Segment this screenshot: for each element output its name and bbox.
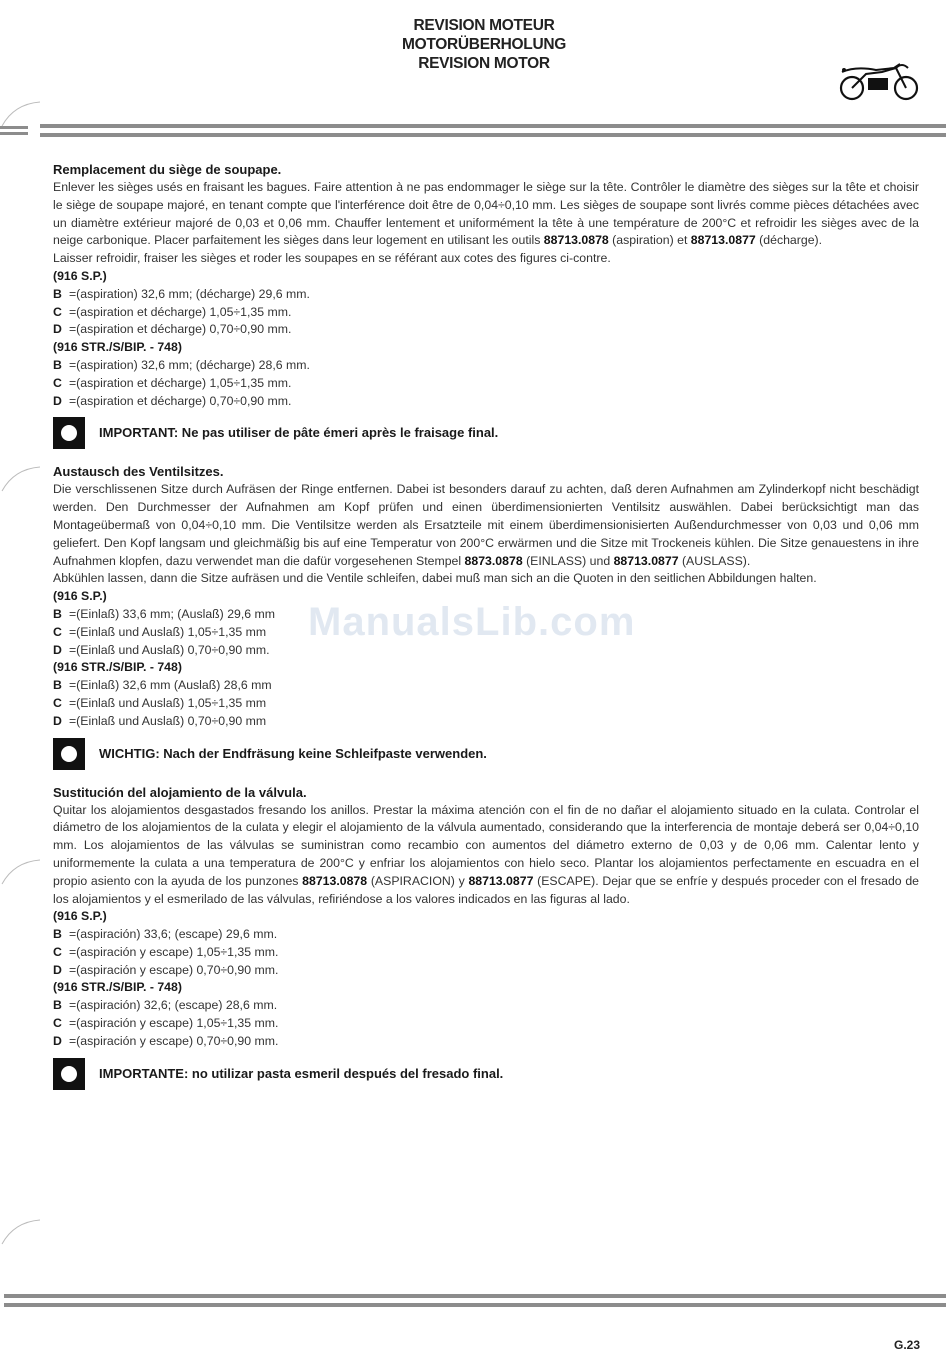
title-spanish: REVISION MOTOR — [418, 55, 550, 72]
bottom-double-rule — [4, 1294, 946, 1310]
spec-line: C =(aspiración y escape) 1,05÷1,35 mm. — [53, 1016, 279, 1031]
note-text: IMPORTANT: Ne pas utiliser de pâte émeri après le fraisage final. — [99, 425, 499, 441]
spec-line: D =(Einlaß und Auslaß) 0,70÷0,90 mm — [53, 713, 267, 728]
section-spanish — [53, 783, 919, 1093]
spec-line: B =(aspiración) 33,6; (escape) 29,6 mm. — [53, 927, 278, 942]
model-label: (916 STR./S/BIP. - 748) — [53, 980, 182, 995]
title-german: MOTORÜBERHOLUNG — [402, 36, 566, 53]
important-note — [53, 735, 919, 773]
tool-code: 8873.0878 — [464, 553, 523, 568]
tool-code: 88713.0878 — [543, 233, 609, 248]
spec-line: B =(Einlaß) 32,6 mm (Auslaß) 28,6 mm — [53, 678, 272, 693]
spec-line: B =(aspiration) 32,6 mm; (décharge) 28,6 mm. — [53, 357, 310, 372]
title-french: REVISION MOTEUR — [413, 17, 555, 34]
paragraph: Laisser refroidir, fraiser les sièges et roder les soupapes en se référant aux cotes des figures ci-contre. — [53, 251, 611, 266]
spec-line: C =(aspiration et décharge) 1,05÷1,35 mm. — [53, 375, 292, 390]
section-title: Remplacement du siège de soupape. — [53, 162, 282, 177]
model-label: (916 STR./S/BIP. - 748) — [53, 660, 182, 675]
spec-line: D =(aspiration et décharge) 0,70÷0,90 mm. — [53, 322, 292, 337]
paragraph: Abkühlen lassen, dann die Sitze aufräsen und die Ventile schleifen, dabei muß man sich an die Quoten in den seitlichen Abbildungen halten. — [53, 571, 817, 586]
rule-line — [40, 124, 946, 128]
paragraph: Quitar los alojamientos desgastados fresando los anillos. Prestar la máxima atención con el fin de no dañar el alojamiento situado en la culata. Controlar el diámetro de los alojamientos de la culata y elegir el alojamiento de la válvula aumentado, considerando que la interferencia de montaje deberá ser 0,04÷0,10 mm. Los alojamientos de las válvulas se suministran como recambio con aumentos del diámetro externo de 0,03 y de 0,06 mm. Calentar lento y uniformemente la culata a una temperatura de 200°C y enfriar los alojamientos con hielo seco. Plantar los alojamientos perfectamente en escuadra en el propio asiento con la ayuda de los punzones 88713.0878 (ASPIRACION) y 88713.0877 (ESCAPE). Dejar que se enfríe y después proceder con el fresado de los alojamientos y el esmerilado de las válvulas, refiriéndose a los valores indicados en las figuras al lado. — [53, 802, 920, 906]
important-note — [53, 1055, 919, 1093]
section-french — [53, 160, 919, 452]
page-number: G.23 — [893, 1338, 920, 1352]
warning-icon — [53, 417, 85, 449]
watermark: ManualsLib.com — [308, 600, 636, 644]
spec-line: C =(Einlaß und Auslaß) 1,05÷1,35 mm — [53, 695, 267, 710]
main-content — [53, 160, 919, 1093]
spec-line: B =(aspiración) 32,6; (escape) 28,6 mm. — [53, 998, 278, 1013]
spec-line: D =(aspiration et décharge) 0,70÷0,90 mm. — [53, 393, 292, 408]
binding-mark-icon — [0, 858, 44, 886]
rule-line — [4, 1303, 946, 1307]
paragraph: Die verschlissenen Sitze durch Aufräsen der Ringe entfernen. Dabei ist besonders darauf zu achten, daß deren Aufnahmen am Zylinderkopf nicht beschädigt werden. Den Durchmesser der Aufnahmen am Kopf prüfen und einen überdimensionierten Ventilsitz auswählen. Dabei berücksichtigt man das Montageübermaß von 0,04÷0,10 mm. Die Ventilsitze werden als Ersatzteile mit einem überdimensionisierten Außendurchmesser von 0,03 und 0,06 mm geliefert. Den Kopf langsam und gleichmäßig bis auf eine Temperatur von 200°C erwärmen und die Sitze mit Trockeneis kühlen. Die Sitze genauestens in ihre Aufnahmen klopfen, dazu verwendet man die dafür vorgesehenen Stempel 8873.0878 (EINLASS) und 88713.0877 (AUSLASS). — [53, 482, 919, 568]
section-title: Austausch des Ventilsitzes. — [53, 464, 224, 480]
spec-line: D =(aspiración y escape) 0,70÷0,90 mm. — [53, 962, 279, 977]
binding-mark-icon — [0, 465, 44, 493]
model-label: (916 S.P.) — [53, 268, 107, 283]
important-note — [53, 414, 919, 452]
paragraph: Enlever les sièges usés en fraisant les bagues. Faire attention à ne pas endommager le siège sur la tête. Contrôler le diamètre des sièges sur la tête et choisir le siège de soupape majoré, en tenant compte que l'interférence doit être de 0,04÷0,10 mm. Les sièges de soupape sont livrés comme pièces détachées avec un diamètre extérieur majoré de 0,03 et 0,06 mm. Chauffer lentement et uniformément la tête à une température de 200°C et refroidir les sièges avec de la neige carbonique. Placer parfaitement les sièges dans leur logement en utilisant les outils 88713.0878 (aspiration) et 88713.0877 (décharge). — [53, 180, 919, 248]
warning-icon — [53, 738, 85, 770]
binding-mark-icon — [0, 1218, 44, 1246]
spec-line: D =(aspiración y escape) 0,70÷0,90 mm. — [53, 1033, 279, 1048]
spec-line: C =(aspiración y escape) 1,05÷1,35 mm. — [53, 944, 279, 959]
warning-icon — [53, 1058, 85, 1090]
spec-line: B =(aspiration) 32,6 mm; (décharge) 29,6 mm. — [53, 286, 310, 301]
model-label: (916 S.P.) — [53, 909, 107, 924]
tool-code: 88713.0877 — [468, 873, 534, 888]
tool-code: 88713.0877 — [613, 553, 679, 568]
section-title: Sustitución del alojamiento de la válvula. — [53, 784, 307, 800]
rule-line — [40, 133, 946, 137]
motorcycle-icon — [836, 58, 922, 104]
header-titles — [0, 16, 950, 73]
tool-code: 88713.0878 — [302, 873, 368, 888]
model-label: (916 STR./S/BIP. - 748) — [53, 340, 182, 355]
rule-line — [4, 1294, 946, 1298]
spec-line: D =(Einlaß und Auslaß) 0,70÷0,90 mm. — [53, 642, 270, 657]
note-text: IMPORTANTE: no utilizar pasta esmeril después del fresado final. — [99, 1065, 504, 1081]
top-double-rule — [40, 124, 946, 140]
tool-code: 88713.0877 — [690, 233, 756, 248]
spec-line: B =(Einlaß) 33,6 mm; (Auslaß) 29,6 mm — [53, 606, 276, 621]
model-label: (916 S.P.) — [53, 589, 107, 604]
note-text: WICHTIG: Nach der Endfräsung keine Schleifpaste verwenden. — [99, 745, 487, 761]
spec-line: C =(aspiration et décharge) 1,05÷1,35 mm. — [53, 304, 292, 319]
section-german — [53, 462, 919, 772]
spec-line: C =(Einlaß und Auslaß) 1,05÷1,35 mm — [53, 624, 267, 639]
binding-mark-icon — [0, 100, 44, 128]
